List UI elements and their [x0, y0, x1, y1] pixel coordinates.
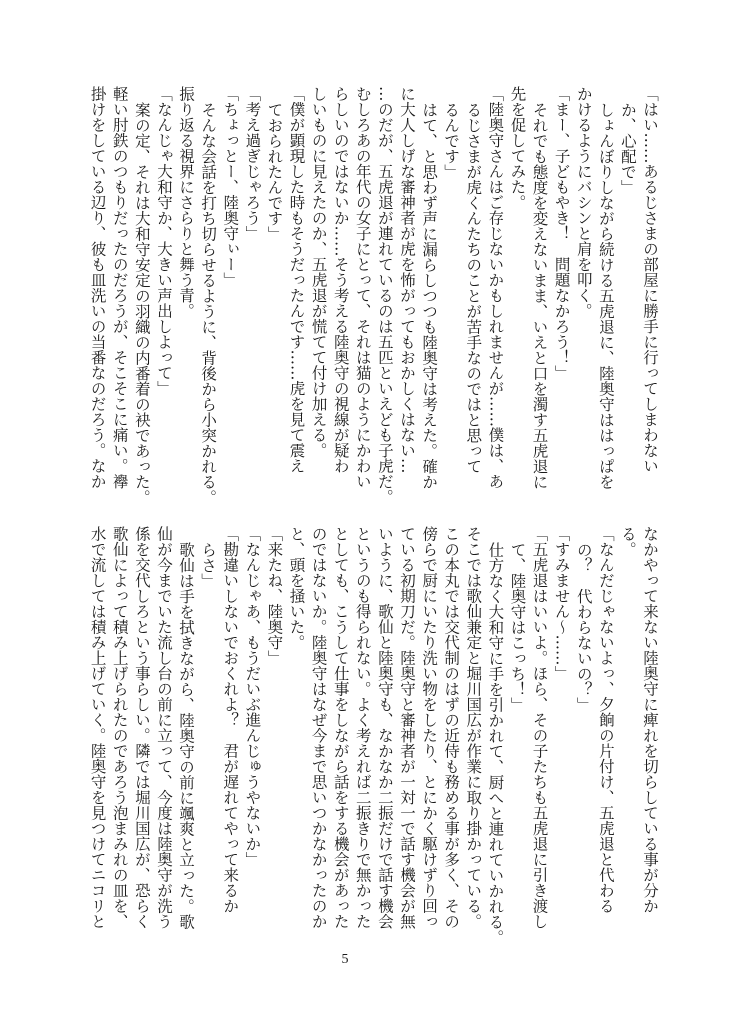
text-line: いように、歌仙と陸奥守も、なかなか二振だけで話す機会 — [375, 526, 394, 929]
text-line: 先を促してみた。 — [508, 86, 527, 210]
text-line: ておられたんです」 — [265, 101, 284, 241]
text-line: としても、こうして仕事をしながら話をする機会があった — [331, 526, 350, 929]
lower-text-block — [86, 526, 661, 946]
text-line: 「すみません～……」 — [552, 526, 571, 681]
text-line: …のだが、五虎退が連れているのは五匹といえども子虎だ。 — [375, 86, 394, 505]
text-line: の？ 代わらないの？」 — [574, 541, 593, 712]
text-line: 仕方なく大和守に手を引かれて、厨へと連れていかれる。 — [486, 541, 505, 945]
text-line: 案の定、それは大和守安定の羽織の内番着の袂であった。 — [132, 101, 151, 505]
text-line: か、心配で」 — [618, 101, 637, 195]
text-line: 「陸奥守さんはご存じないかもしれませんが……僕は、あ — [486, 86, 505, 489]
text-line: に大人しげな審神者が虎を怖がってもおかしくはない… — [397, 86, 416, 474]
text-line: らさ」 — [199, 541, 218, 588]
text-line: 係を交代しろという事らしい。隣では堀川国広が、恐らく — [132, 526, 151, 929]
text-line: 軽い肘鉄のつもりだったのだろうが、そこそこに痛い。襷 — [110, 86, 129, 489]
text-line: 「来たね、陸奥守」 — [265, 526, 284, 666]
text-line: 「勘違いしないでおくれよ？ 君が遅れてやって来るか — [221, 526, 240, 914]
text-line: る。 — [618, 526, 637, 557]
text-line: そんな会話を打ち切らせるように、背後から小突かれる。 — [199, 101, 218, 505]
upper-text-block — [86, 86, 661, 506]
text-line: それでも態度を変えないまま、いえと口を濁す五虎退に — [530, 101, 549, 489]
text-line: と、頭を掻いた。 — [287, 526, 306, 650]
text-line: 「なんじゃ大和守か、大きい声出しよって」 — [154, 86, 173, 396]
text-line: そこでは歌仙兼定と堀川国広が作業に取り掛かっている。 — [464, 526, 483, 929]
text-line: 「僕が顕現した時もそうだったんです……虎を見て震え — [287, 86, 306, 474]
text-line: 「はい……あるじさまの部屋に勝手に行ってしまわない — [641, 86, 659, 474]
text-line: 「まー、子どもやき！ 問題なかろう！」 — [552, 86, 571, 381]
text-line: るんです」 — [442, 101, 461, 179]
text-line: 掛けをしている辺り、彼も皿洗いの当番なのだろう。なか — [88, 86, 107, 489]
text-line: のではないか。陸奥守はなぜ今まで思いつかなかったのか — [309, 526, 328, 929]
text-line: 傍らで厨にいたり洗い物をしたり、とにかく駆けずり回っ — [420, 526, 439, 929]
text-line: なかやって来ない陸奥守に痺れを切らしている事が分か — [641, 526, 659, 914]
text-line: るじさまが虎くんたちのことが苦手なのではと思って — [464, 101, 483, 474]
text-line: 「五虎退はいいよ。ほら、その子たちも五虎退に引き渡し — [530, 526, 549, 929]
text-line: かけるようにバシンと肩を叩く。 — [574, 86, 593, 319]
text-line: らしいのではないか……そう考える陸奥守の視線が疑わ — [331, 86, 350, 474]
text-line: 歌仙によって積み上げられたのであろう泡まみれの皿を、 — [110, 526, 129, 929]
text-line: て、陸奥守はこっち！」 — [508, 541, 527, 712]
text-line: この本丸では交代制のはずの近侍も務める事が多く、その — [442, 526, 461, 929]
text-line: はて、と思わず声に漏らしつつも陸奥守は考えた。確か — [420, 101, 439, 489]
text-line: 歌仙は手を拭きながら、陸奥守の前に颯爽と立った。歌 — [177, 541, 196, 929]
text-line: 「なんじゃあ、もうだいぶ進んじゅうやないか」 — [243, 526, 262, 867]
text-line: しょんぼりしながら続ける五虎退に、陸奥守ははっぱを — [596, 101, 615, 489]
text-line: ている初期刀だ。陸奥守と審神者が一対一で話す機会が無 — [397, 526, 416, 929]
page-number: 5 — [341, 952, 349, 967]
text-line: 水で流しては積み上げていく。陸奥守を見つけてニコリと — [88, 526, 107, 929]
text-line: 「なんだじゃないよっ、夕餉の片付け、五虎退と代わる — [596, 526, 615, 914]
text-line: むしろあの年代の女子にとって、それは猫のようにかわい — [353, 86, 372, 489]
text-line: 振り返る視界にさらりと舞う青。 — [177, 86, 196, 319]
text-line: 「考え過ぎじゃろう」 — [243, 86, 262, 241]
text-line: しいものに見えたのか、五虎退が慌てて付け加える。 — [309, 86, 328, 458]
text-line: 仙が今までいた流し台の前に立って、今度は陸奥守が洗う — [154, 526, 173, 929]
text-line: 「ちょっとー、陸奥守ぃー」 — [221, 86, 240, 288]
text-line: というのも得られない。よく考えれば二振きりで無かった — [353, 526, 372, 929]
